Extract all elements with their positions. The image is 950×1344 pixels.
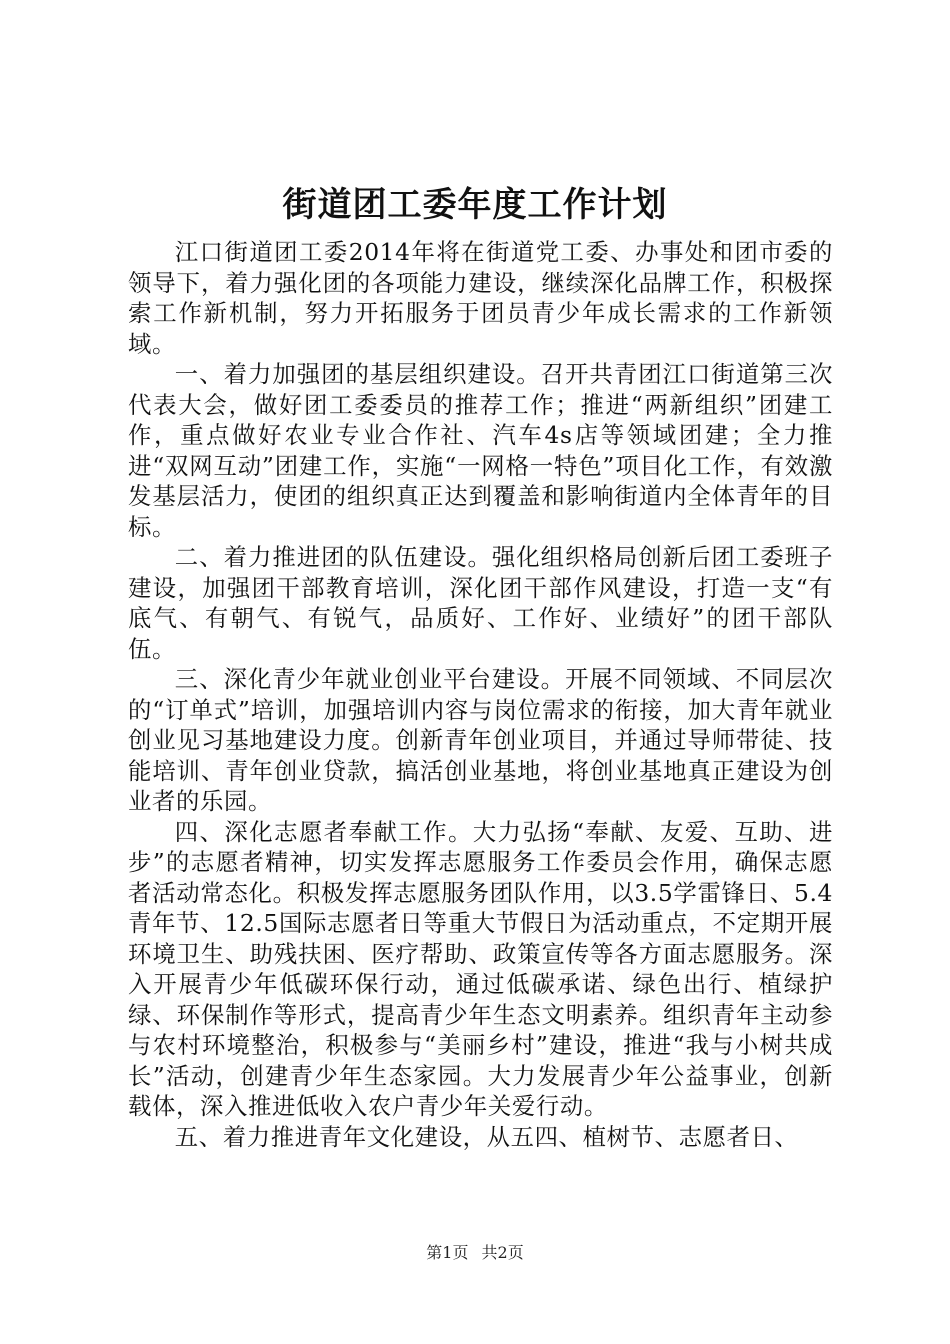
page-total: 共2页: [481, 1243, 524, 1262]
paragraph-section-5: 五、着力推进青年文化建设，从五四、植树节、志愿者日、: [174, 1122, 799, 1151]
document-body: [128, 237, 833, 1152]
paragraph-section-4: 四、深化志愿者奉献工作。大力弘扬“奉献、友爱、互助、进步”的志愿者精神，切实发挥志愿服务工作委员会作用，确保志愿者活动常态化。积极发挥志愿服务团队作用，以3.5学雷锋日、5.4青年节、12.5国际志愿者日等重大节假日为活动重点，不定期开展环境卫生、助残扶困、医疗帮助、政策宣传等各方面志愿服务。深入开展青少年低碳环保行动，通过低碳承诺、绿色出行、植绿护绿、环保制作等形式，提高青少年生态文明素养。组织青年主动参与农村环境整治，积极参与“美丽乡村”建设，推进“我与小树共成长”活动，创建青少年生态家园。大力发展青少年公益事业，创新载体，深入推进低收入农户青少年关爱行动。: [128, 817, 833, 1120]
paragraph-intro: 江口街道团工委2014年将在街道党工委、办事处和团市委的领导下，着力强化团的各项能力建设，继续深化品牌工作，积极探索工作新机制，努力开拓服务于团员青少年成长需求的工作新领域。: [128, 238, 833, 358]
paragraph-section-1: 一、着力加强团的基层组织建设。召开共青团江口街道第三次代表大会，做好团工委委员的推荐工作；推进“两新组织”团建工作，重点做好农业专业合作社、汽车4s店等领域团建；全力推进“双网互动”团建工作，实施“一网格一特色”项目化工作，有效激发基层活力，使团的组织真正达到覆盖和影响街道内全体青年的目标。: [128, 360, 833, 541]
paragraph-section-2: 二、着力推进团的队伍建设。强化组织格局创新后团工委班子建设，加强团干部教育培训，深化团干部作风建设，打造一支“有底气、有朝气、有锐气，品质好、工作好、业绩好”的团干部队伍。: [128, 543, 833, 663]
document-title: 街道团工委年度工作计划: [282, 185, 668, 225]
page-number: 第1页: [426, 1243, 469, 1262]
paragraph-section-3: 三、深化青少年就业创业平台建设。开展不同领域、不同层次的“订单式”培训，加强培训内容与岗位需求的衔接，加大青年就业创业见习基地建设力度。创新青年创业项目，并通过导师带徒、技能培训、青年创业贷款，搞活创业基地，将创业基地真正建设为创业者的乐园。: [128, 665, 833, 815]
page-footer: [0, 1242, 950, 1264]
